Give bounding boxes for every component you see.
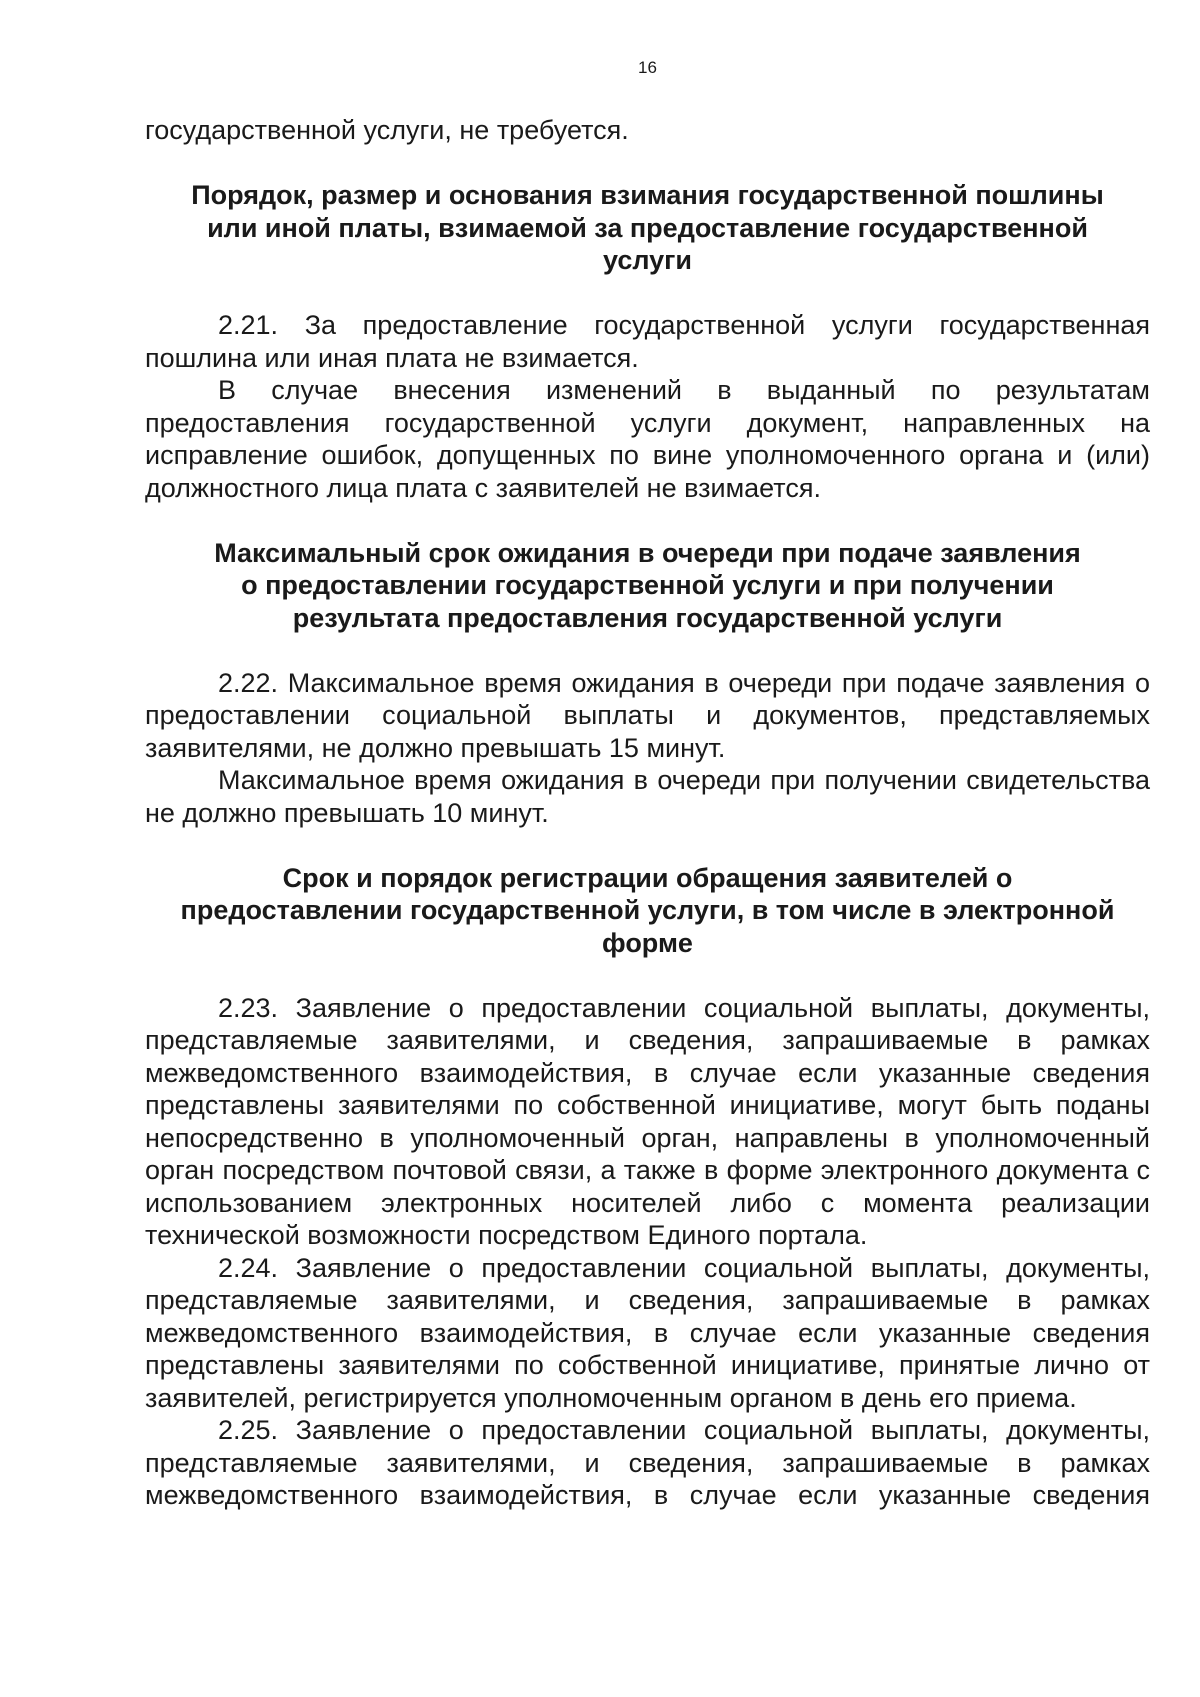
heading-line: услуги	[602, 245, 692, 275]
heading-line: Порядок, размер и основания взимания государственной пошлины	[191, 180, 1104, 210]
document-body	[145, 114, 1150, 1512]
section-heading-registration	[145, 862, 1150, 960]
paragraph-2-23: 2.23. Заявление о предоставлении социальной выплаты, документы, представляемые заявителями, и сведения, запрашиваемые в рамках межведомственного взаимодействия, в случае если указанные сведения представлены заявителями по собственной инициативе, могут быть поданы непосредственно в уполномоченный орган, направлены в уполномоченный орган посредством почтовой связи, а также в форме электронного документа с использованием электронных носителей либо с момента реализации технической возможности посредством Единого портала.	[145, 992, 1150, 1250]
heading-line: предоставлении государственной услуги, в том числе в электронной	[180, 895, 1115, 925]
section-heading-fee	[145, 179, 1150, 277]
paragraph-2-21: 2.21. За предоставление государственной услуги государственная пошлина или иная плата не взимается.	[145, 310, 1150, 373]
section-heading-queue	[145, 537, 1150, 635]
paragraph-continuation: государственной услуги, не требуется.	[145, 115, 629, 145]
heading-line: результата предоставления государственной услуги	[292, 602, 1003, 633]
heading-line: Срок и порядок регистрации обращения заявителей о	[282, 862, 1013, 893]
heading-line: Максимальный срок ожидания в очереди при подаче заявления	[214, 537, 1081, 568]
heading-line: форме	[602, 927, 693, 958]
paragraph-2-22: 2.22. Максимальное время ожидания в очереди при подаче заявления о предоставлении социальной выплаты и документов, представляемых заявителями, не должно превышать 15 минут.	[145, 667, 1150, 763]
heading-line: или иной платы, взимаемой за предоставление государственной	[207, 212, 1088, 243]
paragraph-certificate-wait: Максимальное время ожидания в очереди при получении свидетельства не должно превышать 10 минут.	[145, 765, 1150, 828]
heading-line: о предоставлении государственной услуги и при получении	[241, 570, 1054, 600]
page-number: 16	[638, 58, 657, 77]
paragraph-2-24: 2.24. Заявление о предоставлении социальной выплаты, документы, представляемые заявителями, и сведения, запрашиваемые в рамках межведомственного взаимодействия, в случае если указанные сведения представлены заявителями по собственной инициативе, принятые лично от заявителей, регистрируется уполномоченным органом в день его приема.	[145, 1252, 1150, 1413]
paragraph-2-25: 2.25. Заявление о предоставлении социальной выплаты, документы, представляемые заявителями, и сведения, запрашиваемые в рамках межведомственного взаимодействия, в случае если указанные сведения	[145, 1415, 1150, 1510]
paragraph-corrections: В случае внесения изменений в выданный по результатам предоставления государственной услуги документ, направленных на исправление ошибок, допущенных по вине уполномоченного органа и (или) должностного лица плата с заявителей не взимается.	[145, 375, 1150, 503]
